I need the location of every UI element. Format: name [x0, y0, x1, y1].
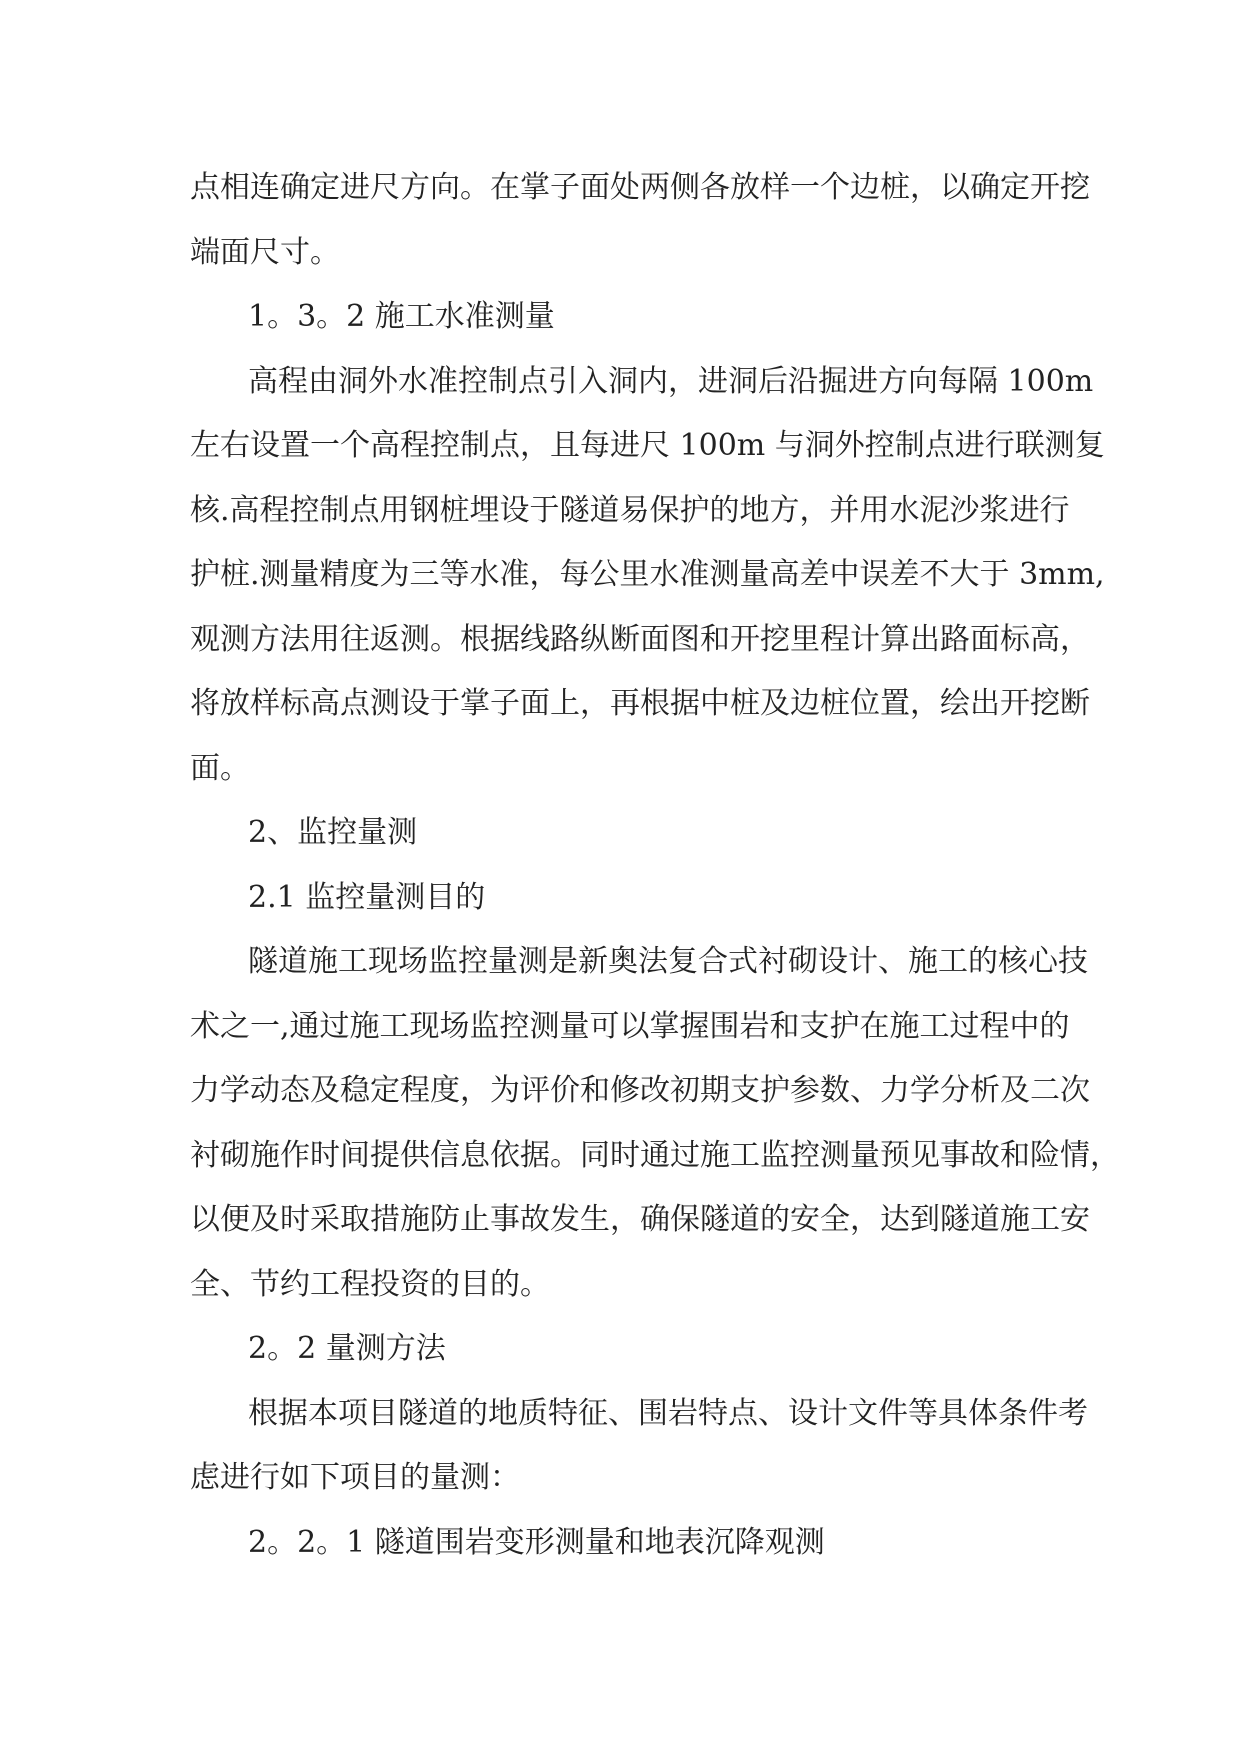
section-heading-1-3-2 — [190, 285, 1060, 350]
section-heading-2-2-1 — [190, 1511, 1060, 1576]
section-heading-2-2 — [190, 1317, 1060, 1382]
text-line: 隧道施工现场监控量测是新奥法复合式衬砌设计、施工的核心技 — [248, 944, 1088, 979]
text-line: 点相连确定进尺方向。在掌子面处两侧各放样一个边桩，以确定开挖 — [190, 170, 1090, 205]
text-line: 将放样标高点测设于掌子面上，再根据中桩及边桩位置，绘出开挖断 — [190, 686, 1090, 721]
text-line: 观测方法用往返测。根据线路纵断面图和开挖里程计算出路面标高， — [190, 621, 1090, 657]
section-heading-2 — [190, 801, 1060, 866]
paragraph-elevation-control — [190, 350, 1105, 802]
paragraph-continued — [190, 156, 1090, 285]
heading-text: 2。2 量测方法 — [248, 1331, 446, 1366]
text-line: 根据本项目隧道的地质特征、围岩特点、设计文件等具体条件考 — [248, 1395, 1088, 1431]
paragraph-measurement-method — [190, 1382, 1088, 1511]
heading-text: 2.1 监控量测目的 — [248, 879, 486, 915]
text-line: 端面尺寸。 — [190, 234, 340, 270]
text-line: 核.高程控制点用钢桩埋设于隧道易保护的地方，并用水泥沙浆进行 — [190, 492, 1070, 528]
heading-text: 2。2。1 隧道围岩变形测量和地表沉降观测 — [248, 1524, 825, 1560]
text-line: 力学动态及稳定程度，为评价和修改初期支护参数、力学分析及二次 — [190, 1073, 1090, 1108]
document-body — [190, 156, 1120, 1575]
text-line: 全、节约工程投资的目的。 — [190, 1266, 550, 1302]
text-line: 高程由洞外水准控制点引入洞内，进洞后沿掘进方向每隔 100m — [248, 363, 1094, 399]
heading-text: 2、监控量测 — [248, 815, 418, 850]
text-line: 面。 — [190, 750, 250, 786]
section-heading-2-1 — [190, 866, 1060, 931]
text-line: 术之一,通过施工现场监控测量可以掌握围岩和支护在施工过程中的 — [190, 1008, 1070, 1044]
text-line: 衬砌施作时间提供信息依据。同时通过施工监控测量预见事故和险情， — [190, 1137, 1120, 1173]
text-line: 以便及时采取措施防止事故发生，确保隧道的安全，达到隧道施工安 — [190, 1202, 1090, 1237]
paragraph-monitoring-purpose — [190, 930, 1120, 1317]
text-line: 左右设置一个高程控制点，且每进尺 100m 与洞外控制点进行联测复 — [190, 428, 1105, 463]
text-line: 护桩.测量精度为三等水准，每公里水准测量高差中误差不大于 3mm, — [190, 557, 1105, 592]
text-line: 虑进行如下项目的量测： — [190, 1460, 520, 1495]
heading-text: 1。3。2 施工水准测量 — [248, 299, 555, 334]
